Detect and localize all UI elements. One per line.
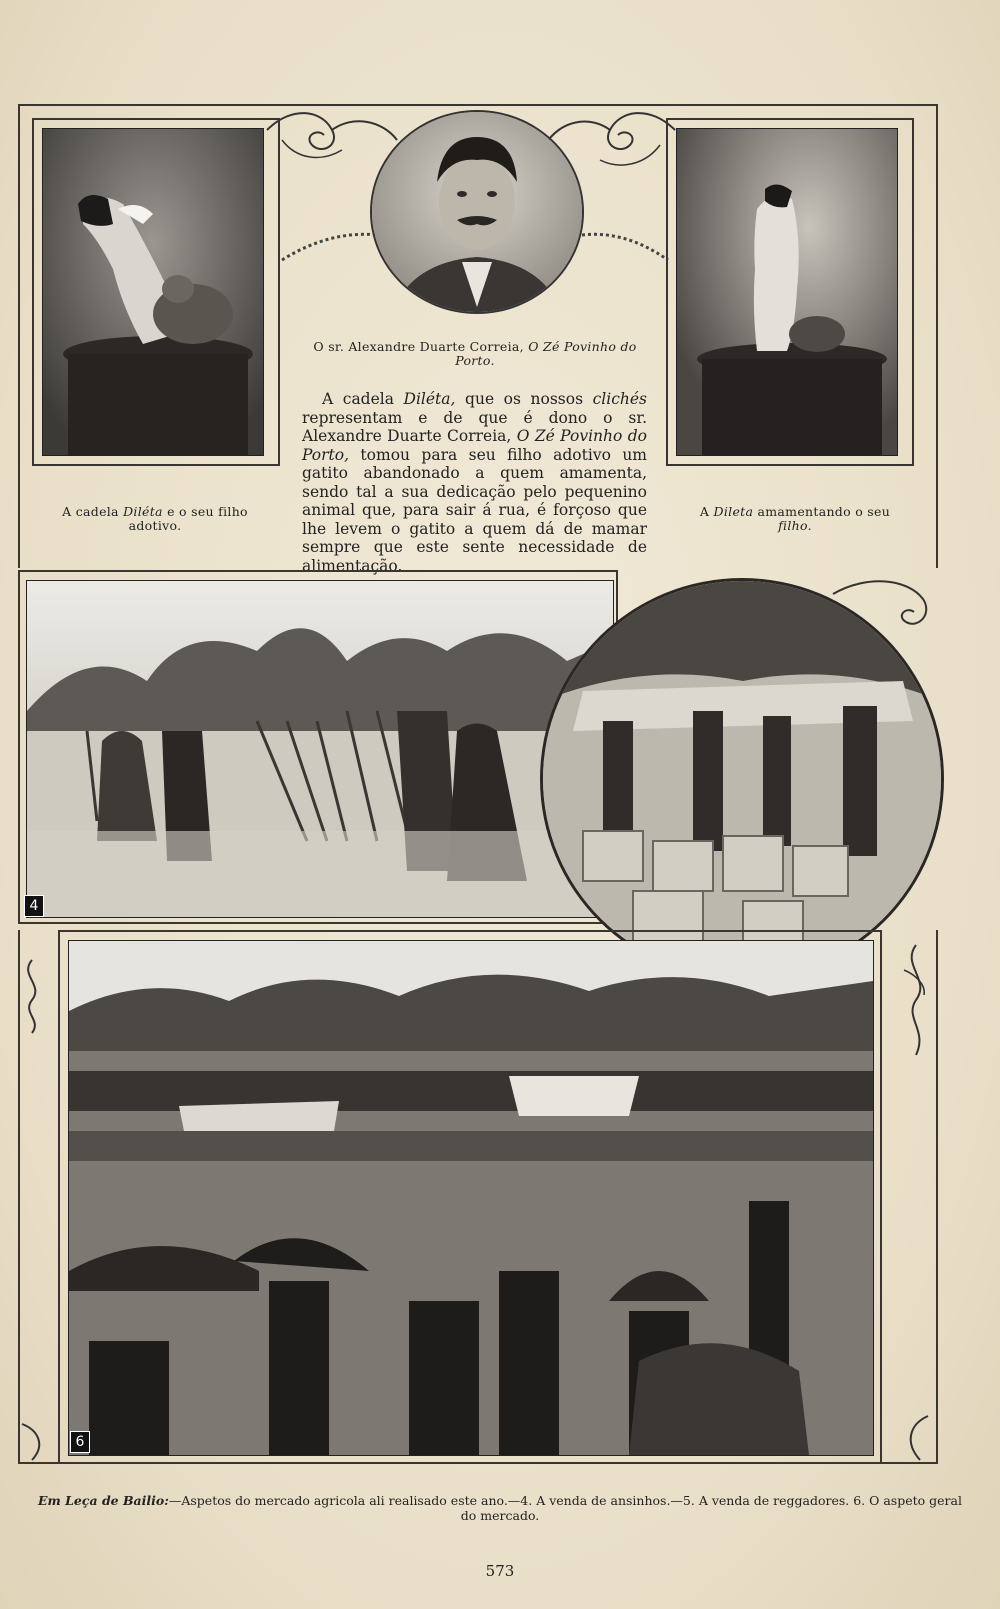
scroll-ornament-side-right (896, 940, 936, 1060)
footer-place: Em Leça de Bailio: (38, 1493, 169, 1508)
scroll-ornament-bottom-left (18, 1420, 52, 1464)
page-footer-caption (35, 1493, 965, 1523)
portrait-caption: O sr. Alexandre Duarte Correia, O Zé Povinho do Porto. (313, 339, 637, 368)
photo-6-market-overview (68, 940, 874, 1456)
bead-chain-left (280, 225, 380, 265)
photo-4-sale-of-rakes (26, 580, 614, 918)
scroll-ornament-side-left (14, 955, 50, 1035)
portrait-alexandre-duarte-correia (370, 110, 584, 314)
bead-chain-right (580, 225, 670, 265)
left-photo-caption: A cadela Diléta e o seu filho adotivo. (62, 504, 248, 533)
photo-6-number: 6 (70, 1431, 90, 1453)
footer-text: —Aspetos do mercado agricola ali realisado este ano.—4. A venda de ansinhos.—5. A venda de reggadores. 6. O aspeto geral do mercado. (168, 1493, 962, 1523)
photo-5-sale-of-watering-cans (540, 578, 944, 980)
page-number: 573 (485, 1562, 515, 1580)
scroll-ornament-bottom-right (898, 1412, 934, 1464)
photo-4-number: 4 (24, 895, 44, 917)
article-text: A cadela Diléta, que os nossos clichés representam e de que é dono o sr. Alexandre Duarte Correia, O Zé Povinho do Porto, tomou para seu filho adotivo um gatito abandonado a quem amamenta, sendo tal a sua dedicação pelo pequenino animal que, para sair á rua, é forçoso que lhe levem o gatito a quem dá de mamar sempre que este sente necessidade de alimentação. (302, 390, 647, 575)
right-photo-caption: A Dileta amamentando o seu filho. (699, 504, 891, 533)
photo-dog-nursing (676, 128, 898, 456)
photo-dog-with-kitten (42, 128, 264, 456)
